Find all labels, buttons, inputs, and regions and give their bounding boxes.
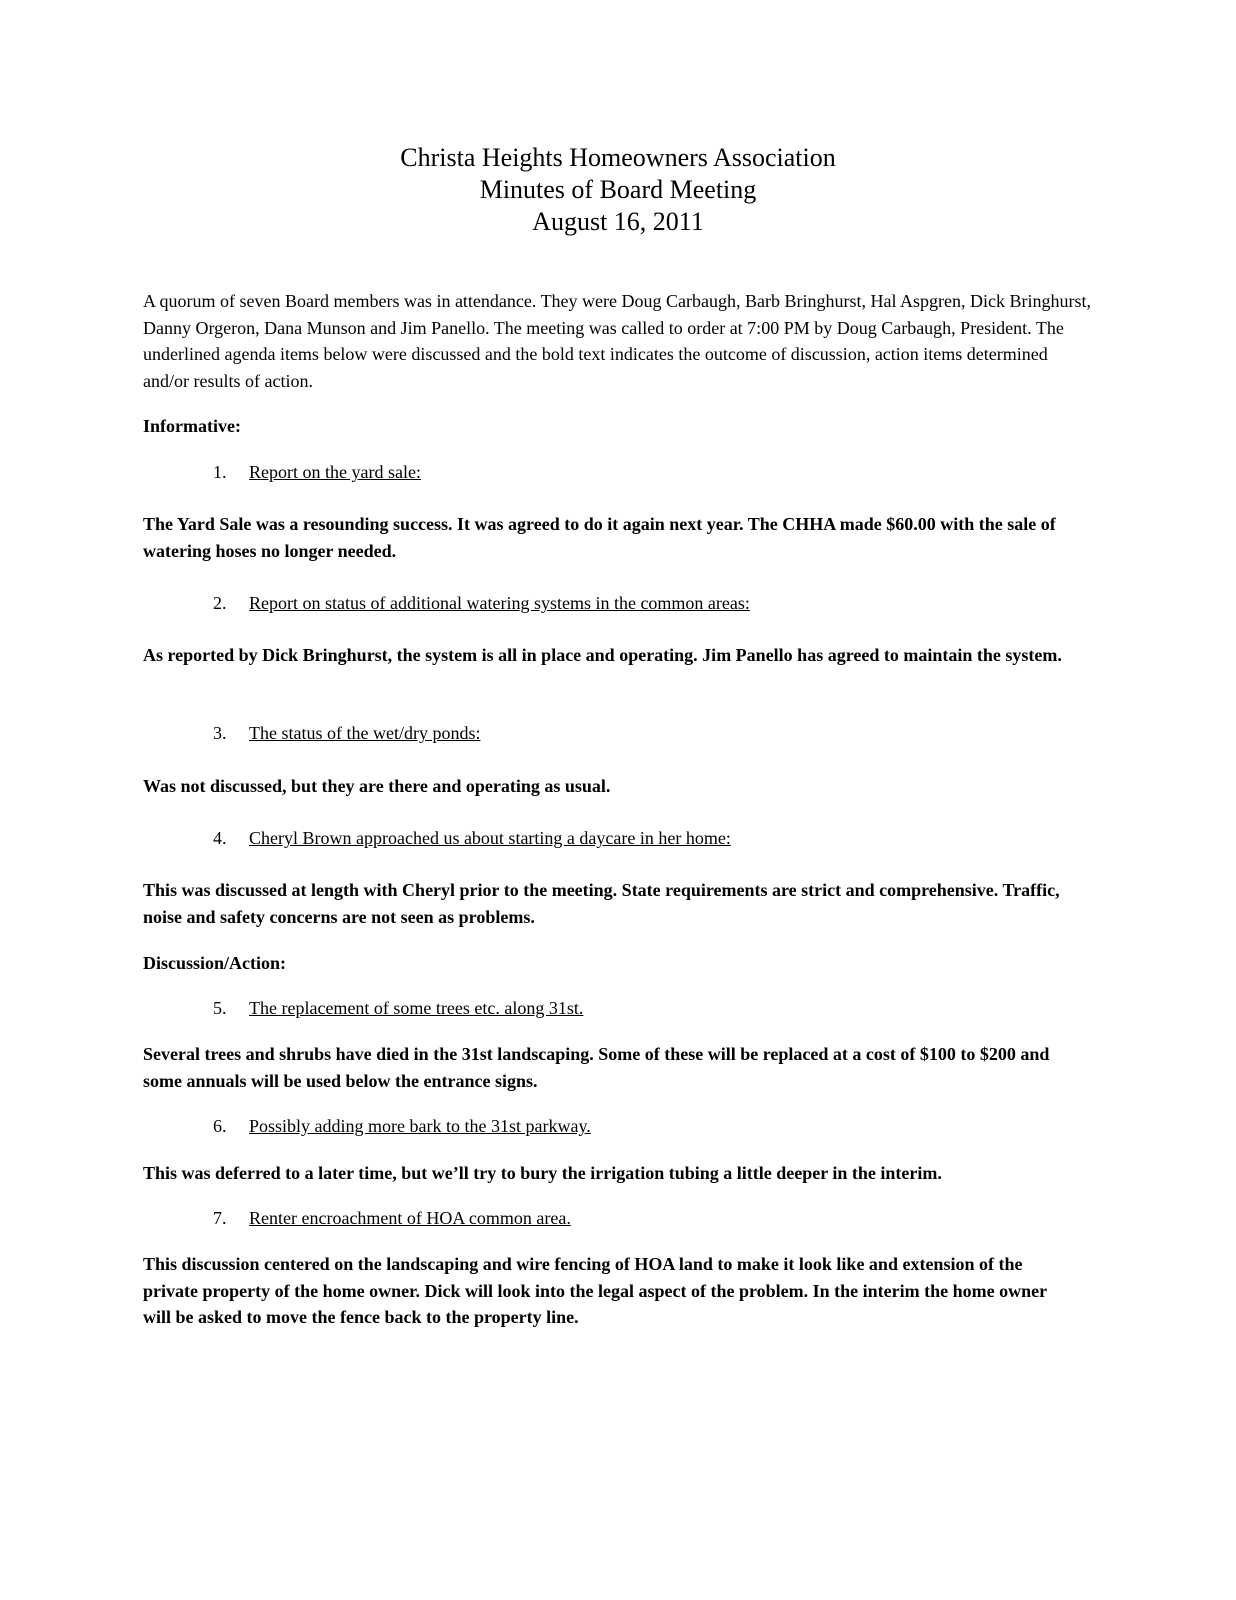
agenda-item-number: 4.: [213, 828, 227, 848]
document-title: Minutes of Board Meeting: [479, 175, 757, 204]
agenda-item-outcome: Was not discussed, but they are there and operating as usual.: [143, 776, 611, 796]
agenda-item-outcome: As reported by Dick Bringhurst, the system is all in place and operating. Jim Panello has agreed to maintain the system.: [143, 645, 1062, 665]
section-heading-informative: Informative:: [143, 416, 241, 436]
agenda-item-title: Cheryl Brown approached us about starting a daycare in her home:: [249, 828, 731, 848]
agenda-item-outcome: This was deferred to a later time, but we’ll try to bury the irrigation tubing a little deeper in the interim.: [143, 1163, 942, 1183]
agenda-item-number: 3.: [213, 723, 227, 743]
agenda-item-number: 5.: [213, 998, 227, 1018]
association-name: Christa Heights Homeowners Association: [400, 143, 836, 172]
agenda-item-number: 2.: [213, 593, 227, 613]
agenda-item-title: Report on status of additional watering systems in the common areas:: [249, 593, 750, 613]
agenda-item-title: The replacement of some trees etc. along 31st.: [249, 998, 584, 1018]
agenda-item-number: 7.: [213, 1208, 227, 1228]
agenda-item-outcome: This discussion centered on the landscaping and wire fencing of HOA land to make it look like and extension of the private property of the home owner. Dick will look into the legal aspect of the problem. In the interim the home owner will be asked to move the fence back to the property line.: [143, 1254, 1047, 1327]
agenda-item-title: Report on the yard sale:: [249, 462, 421, 482]
intro-paragraph: A quorum of seven Board members was in attendance. They were Doug Carbaugh, Barb Bringhurst, Hal Aspgren, Dick Bringhurst, Danny Orgeron, Dana Munson and Jim Panello. The meeting was called to order at 7:00 PM by Doug Carbaugh, President. The underlined agenda items below were discussed and the bold text indicates the outcome of discussion, action items determined and/or results of action.: [143, 291, 1091, 391]
agenda-item-number: 1.: [213, 462, 227, 482]
meeting-date: August 16, 2011: [532, 207, 704, 236]
agenda-item-title: Possibly adding more bark to the 31st parkway.: [249, 1116, 591, 1136]
agenda-item-outcome: The Yard Sale was a resounding success. It was agreed to do it again next year. The CHHA made $60.00 with the sale of watering hoses no longer needed.: [143, 514, 1056, 561]
agenda-item-title: The status of the wet/dry ponds:: [249, 723, 481, 743]
section-heading-discussion: Discussion/Action:: [143, 953, 287, 973]
agenda-item-title: Renter encroachment of HOA common area.: [249, 1208, 571, 1228]
agenda-item-outcome: This was discussed at length with Cheryl prior to the meeting. State requirements are strict and comprehensive. Traffic, noise and safety concerns are not seen as problems.: [143, 880, 1060, 927]
agenda-item-number: 6.: [213, 1116, 227, 1136]
document-header: [0, 142, 1236, 238]
agenda-item-outcome: Several trees and shrubs have died in the 31st landscaping. Some of these will be replaced at a cost of $100 to $200 and some annuals will be used below the entrance signs.: [143, 1044, 1050, 1091]
